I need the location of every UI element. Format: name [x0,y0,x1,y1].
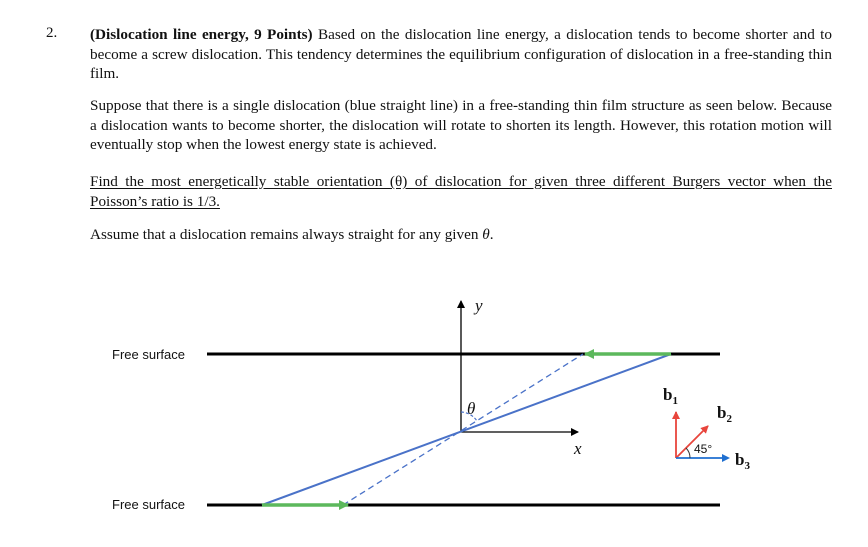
assumption-theta: θ [482,226,490,243]
angle-45-label: 45° [694,442,713,456]
x-axis-label: x [574,439,582,458]
b3-label [735,450,750,472]
task-text: Find the most energetically stable orientation (θ) of dislocation for given three different Burgers vector when the Poisson’s ratio is 1/3. [90,173,832,210]
question-title: (Dislocation line energy, 9 Points) [90,26,313,43]
theta-label: θ [467,399,476,418]
b2-symbol: b [717,403,727,422]
top-surface-label: Free surface [112,347,185,362]
bottom-surface-label: Free surface [112,497,185,512]
question-number: 2. [46,25,58,41]
body-paragraph: Suppose that there is a single dislocation (blue straight line) in a free-standing thin film structure as seen below. Because a dislocation wants to become shorter, the dislocation will rotate to shorten its length. However, this rotation motion will eventually stop when the lowest energy state is achieved. [90,97,832,153]
assumption-prefix: Assume that a dislocation remains always straight for any given [90,226,483,243]
y-axis-label: y [475,296,483,315]
b3-symbol: b [735,450,745,469]
b2-label [717,403,732,425]
b3-subscript: 3 [744,460,750,472]
dislocation-line [262,354,671,505]
b1-symbol: b [663,385,673,404]
b2-subscript: 2 [726,413,732,425]
intro-text: Based on the dislocation line energy, a dislocation tends to become shorter and to become a screw dislocation. This tendency determines the equilibrium configuration of dislocation in a free-standing thin film. [90,26,832,82]
b3-arrowhead [722,454,730,462]
b1-subscript: 1 [672,395,678,407]
b1-label [663,385,678,407]
angle-45-arc [686,448,690,458]
assumption-suffix: . [489,226,494,243]
dashed-dislocation [343,354,583,505]
